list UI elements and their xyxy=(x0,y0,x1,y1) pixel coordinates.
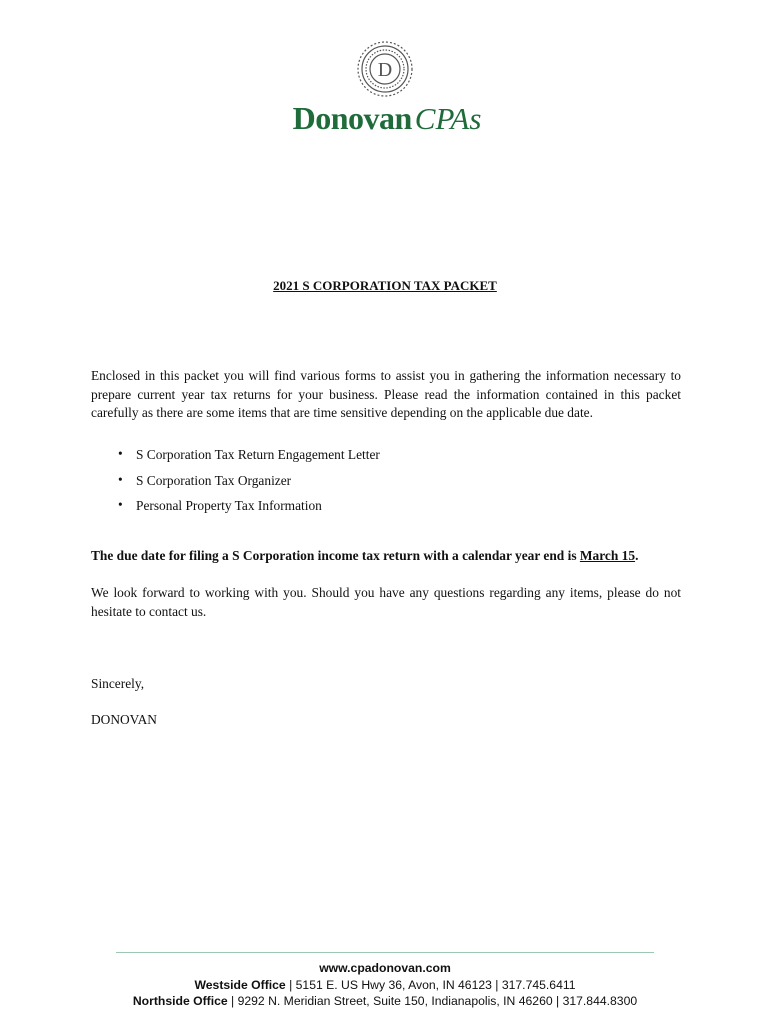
followup-paragraph: We look forward to working with you. Should you have any questions regarding any items, please do not hesitate to contact us. xyxy=(91,585,681,619)
closing: Sincerely, xyxy=(91,676,145,691)
footer xyxy=(0,960,770,1010)
list-item: • Personal Property Tax Information xyxy=(91,498,380,524)
seal-emblem-icon xyxy=(356,40,414,98)
office-name: Westside Office xyxy=(194,977,286,992)
due-date: March 15 xyxy=(579,548,636,563)
due-date-notice xyxy=(91,548,638,564)
office-line-westside xyxy=(0,977,770,994)
due-date-end: . xyxy=(635,548,639,563)
seal-letter: D xyxy=(377,59,393,81)
page-title: 2021 S CORPORATION TAX PACKET xyxy=(273,278,497,293)
brand-sub: CPAs xyxy=(414,101,482,136)
website-link[interactable]: www.cpadonovan.com xyxy=(319,961,451,975)
footer-divider xyxy=(116,952,654,953)
list-item: • S Corporation Tax Return Engagement Letter xyxy=(91,447,380,473)
company-logo xyxy=(262,38,512,138)
office-name: Northside Office xyxy=(132,994,228,1008)
office-details: | 5151 E. US Hwy 36, Avon, IN 46123 | 317.745.6411 xyxy=(285,977,576,992)
list-item: • S Corporation Tax Organizer xyxy=(91,473,380,499)
brand-wordmark xyxy=(262,100,512,137)
signer: DONOVAN xyxy=(91,712,157,727)
office-details: | 9292 N. Meridian Street, Suite 150, Indianapolis, IN 46260 | 317.844.8300 xyxy=(227,994,638,1008)
enclosure-list xyxy=(91,447,380,524)
office-line-northside xyxy=(0,993,770,1010)
brand-main: Donovan xyxy=(292,100,412,136)
intro-paragraph: Enclosed in this packet you will find various forms to assist you in gathering the information necessary to prepare current year tax returns for your business. Please read the information contained in this packet carefully as there are some items that are time sensitive depending on the applicable due date. xyxy=(91,368,681,420)
due-date-text: The due date for filing a S Corporation income tax return with a calendar year end is xyxy=(91,548,580,563)
